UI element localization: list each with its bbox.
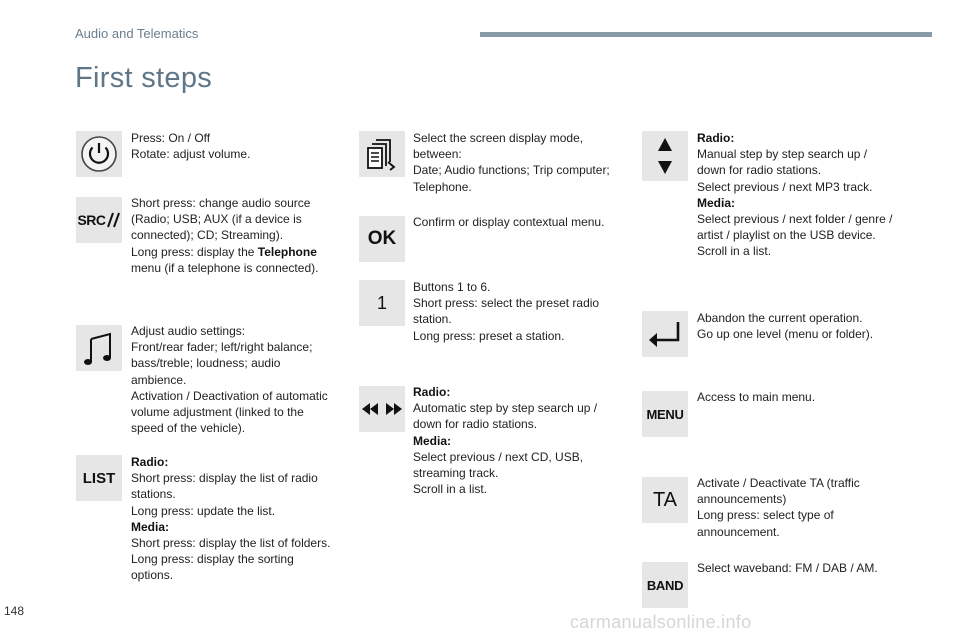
seek-arrows-icon: [359, 386, 405, 432]
menu-description: Access to main menu.: [697, 390, 816, 404]
back-description: Abandon the current operation. Go up one level (menu or folder).: [697, 311, 874, 342]
menu-button-icon: MENU: [642, 391, 688, 437]
power-icon: [76, 131, 122, 177]
band-button-icon: BAND: [642, 562, 688, 608]
audio-settings-description: Adjust audio settings: Front/rear fader; left/right balance; bass/treble; loudness; audio ambience. Activation / Deactivation of automatic volume adjustment (linked to the speed of the vehicle).: [131, 324, 328, 436]
ok-button-icon: OK: [359, 216, 405, 262]
watermark: carmanualsonline.info: [570, 612, 752, 632]
preset-description: Buttons 1 to 6. Short press: select the preset radio station. Long press: preset a station.: [413, 280, 600, 343]
ok-description: Confirm or display contextual menu.: [413, 215, 605, 229]
page-number: 148: [4, 604, 25, 618]
display-mode-description: Select the screen display mode, between: Date; Audio functions; Trip computer; Telephone.: [413, 131, 610, 194]
seek-description: Radio: Automatic step by step search up / down for radio stations. Media: Select previous / next CD, USB, streaming track. Scroll in a list.: [413, 385, 598, 497]
src-button-icon: SRC: [76, 197, 122, 243]
src-description: Short press: change audio source (Radio; USB; AUX (if a device is connected); CD; Streaming). Long press: display the Telephone menu (if a telephone is connected).: [131, 196, 319, 275]
list-description: Radio: Short press: display the list of radio stations. Long press: update the list. Media: Short press: display the list of folders. Long press: display the sorting options.: [131, 455, 331, 583]
list-button-icon: LIST: [76, 455, 122, 501]
music-note-icon: [76, 325, 122, 371]
preset-button-icon: 1: [359, 280, 405, 326]
manual-search-description: Radio: Manual step by step search up / down for radio stations. Select previous / next MP3 track. Media: Select previous / next folder / genre / artist / playlist on the USB device. Scroll in a list.: [697, 131, 893, 259]
page-title: First steps: [75, 62, 213, 94]
power-description: Press: On / Off Rotate: adjust volume.: [131, 131, 251, 162]
header-rule: [480, 32, 932, 37]
back-arrow-icon: [642, 311, 688, 357]
band-description: Select waveband: FM / DAB / AM.: [697, 561, 878, 575]
section-header: Audio and Telematics: [75, 26, 199, 41]
up-down-arrows-icon: [642, 131, 688, 181]
display-mode-icon: [359, 131, 405, 177]
ta-description: Activate / Deactivate TA (traffic announcements) Long press: select type of announcement.: [697, 476, 860, 539]
ta-button-icon: TA: [642, 477, 688, 523]
